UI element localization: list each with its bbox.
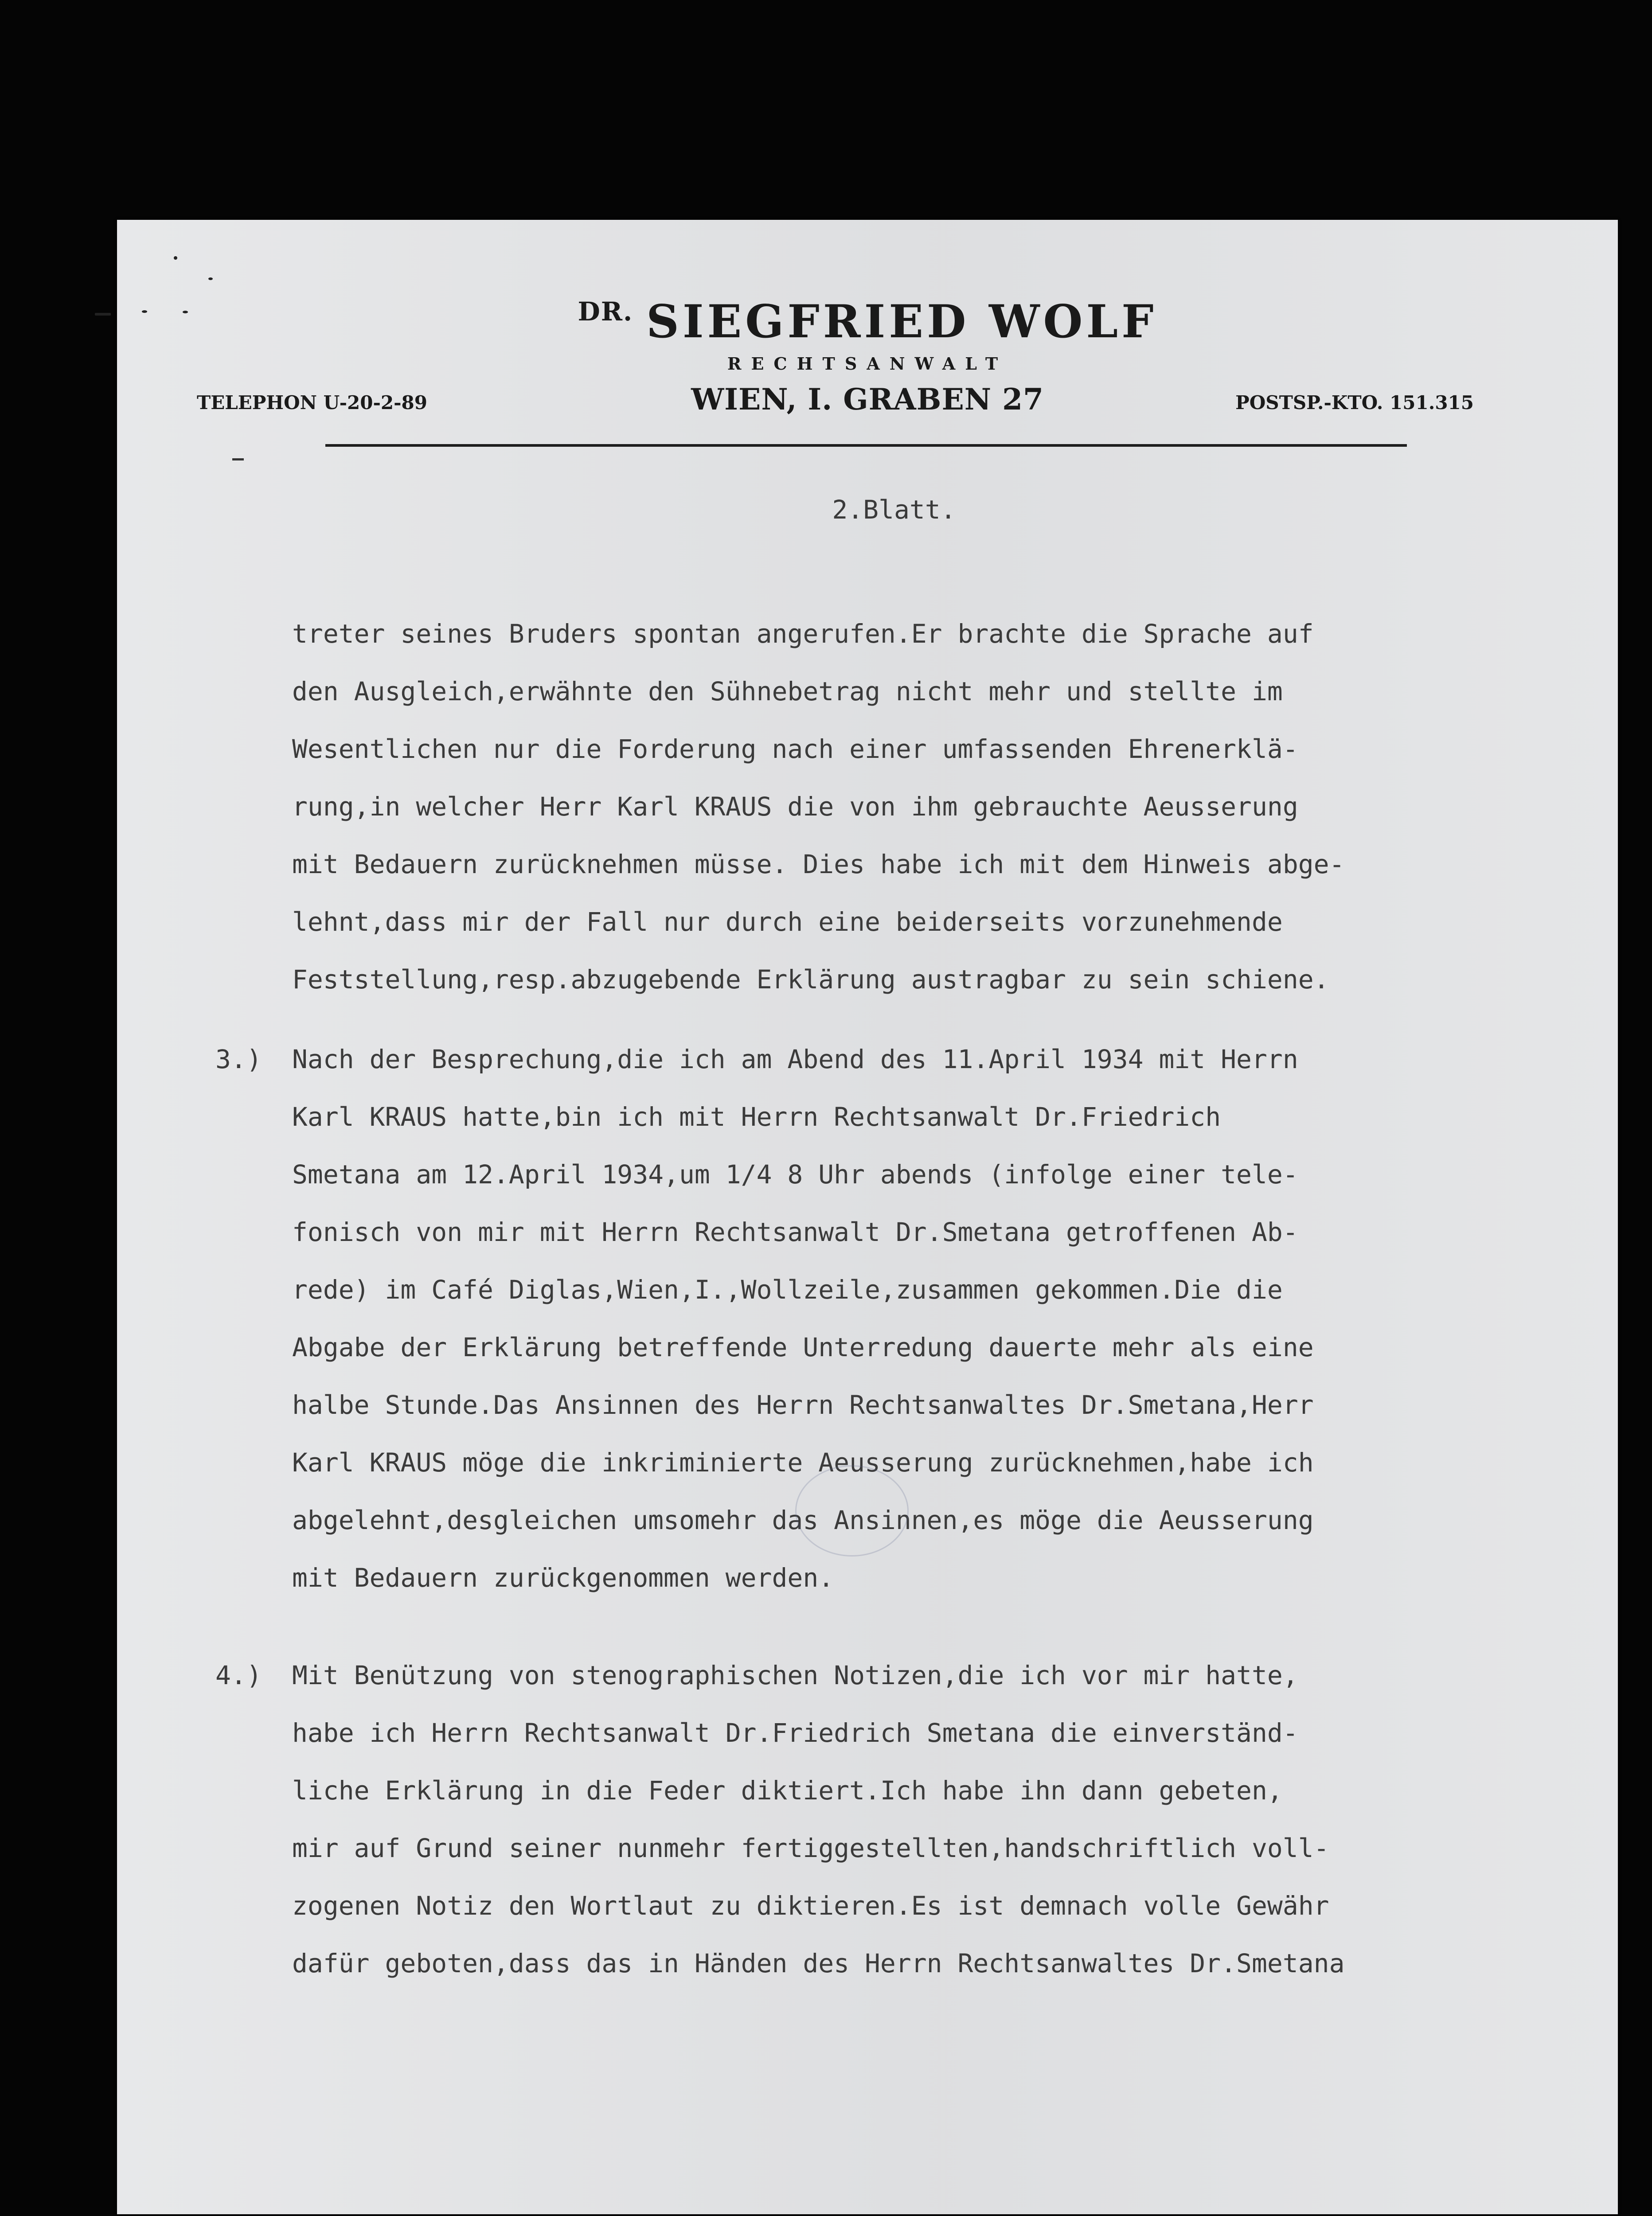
text-line: Smetana am 12.April 1934,um 1/4 8 Uhr abends (infolge einer tele-	[292, 1159, 1298, 1190]
page-label: 2.Blatt.	[832, 495, 956, 525]
ink-speck	[208, 277, 213, 280]
text-line: treter seines Bruders spontan angerufen.Er brachte die Sprache auf	[292, 619, 1314, 649]
letterhead-name	[117, 295, 1618, 348]
text-line: mit Bedauern zurückgenommen werden.	[292, 1563, 834, 1593]
text-line: zogenen Notiz den Wortlaut zu diktieren.Es ist demnach volle Gewähr	[292, 1891, 1329, 1921]
text-line: dafür geboten,dass das in Händen des Herrn Rechtsanwaltes Dr.Smetana	[292, 1948, 1345, 1978]
text-line: halbe Stunde.Das Ansinnen des Herrn Rechtsanwaltes Dr.Smetana,Herr	[292, 1390, 1314, 1420]
ink-speck	[174, 256, 177, 260]
margin-dash	[232, 458, 244, 460]
letterhead-telephone: TELEPHON U-20-2-89	[197, 392, 427, 414]
letterhead-postal-account: POSTSP.-KTO. 151.315	[1235, 392, 1474, 414]
text-line: liche Erklärung in die Feder diktiert.Ich habe ihn dann gebeten,	[292, 1775, 1283, 1806]
text-line: Nach der Besprechung,die ich am Abend des 11.April 1934 mit Herrn	[292, 1044, 1298, 1074]
text-line: Karl KRAUS möge die inkriminierte Aeusserung zurücknehmen,habe ich	[292, 1447, 1314, 1478]
letter-sheet	[117, 220, 1618, 2214]
text-line: Feststellung,resp.abzugebende Erklärung austragbar zu sein schiene.	[292, 964, 1329, 995]
text-line: den Ausgleich,erwähnte den Sühnebetrag nicht mehr und stellte im	[292, 676, 1283, 706]
letterhead-profession: RECHTSANWALT	[727, 354, 1008, 374]
text-line: Abgabe der Erklärung betreffende Unterredung dauerte mehr als eine	[292, 1332, 1314, 1362]
ink-speck	[95, 313, 111, 316]
text-line: Mit Benützung von stenographischen Notizen,die ich vor mir hatte,	[292, 1660, 1298, 1690]
text-line: fonisch von mir mit Herrn Rechtsanwalt Dr.Smetana getroffenen Ab-	[292, 1217, 1298, 1247]
text-line: mir auf Grund seiner nunmehr fertiggestellten,handschriftlich voll-	[292, 1833, 1329, 1863]
letterhead-address: WIEN, I. GRABEN 27	[691, 382, 1044, 417]
letterhead-name-text: SIEGFRIED WOLF	[646, 295, 1157, 348]
item-number: 4.)	[215, 1660, 262, 1690]
item-number: 3.)	[215, 1044, 262, 1074]
letterhead-title-prefix: DR.	[578, 297, 633, 327]
faint-stamp	[795, 1465, 909, 1557]
letterhead-rule	[325, 444, 1407, 447]
text-line: habe ich Herrn Rechtsanwalt Dr.Friedrich Smetana die einverständ-	[292, 1718, 1298, 1748]
text-line: lehnt,dass mir der Fall nur durch eine beiderseits vorzunehmende	[292, 907, 1283, 937]
text-line: abgelehnt,desgleichen umsomehr das Ansinnen,es möge die Aeusserung	[292, 1505, 1314, 1535]
text-line: rede) im Café Diglas,Wien,I.,Wollzeile,zusammen gekommen.Die die	[292, 1275, 1283, 1305]
text-line: Wesentlichen nur die Forderung nach einer umfassenden Ehrenerklä-	[292, 734, 1298, 764]
text-line: mit Bedauern zurücknehmen müsse. Dies habe ich mit dem Hinweis abge-	[292, 849, 1345, 879]
text-line: rung,in welcher Herr Karl KRAUS die von ihm gebrauchte Aeusserung	[292, 792, 1298, 822]
text-line: Karl KRAUS hatte,bin ich mit Herrn Rechtsanwalt Dr.Friedrich	[292, 1102, 1221, 1132]
